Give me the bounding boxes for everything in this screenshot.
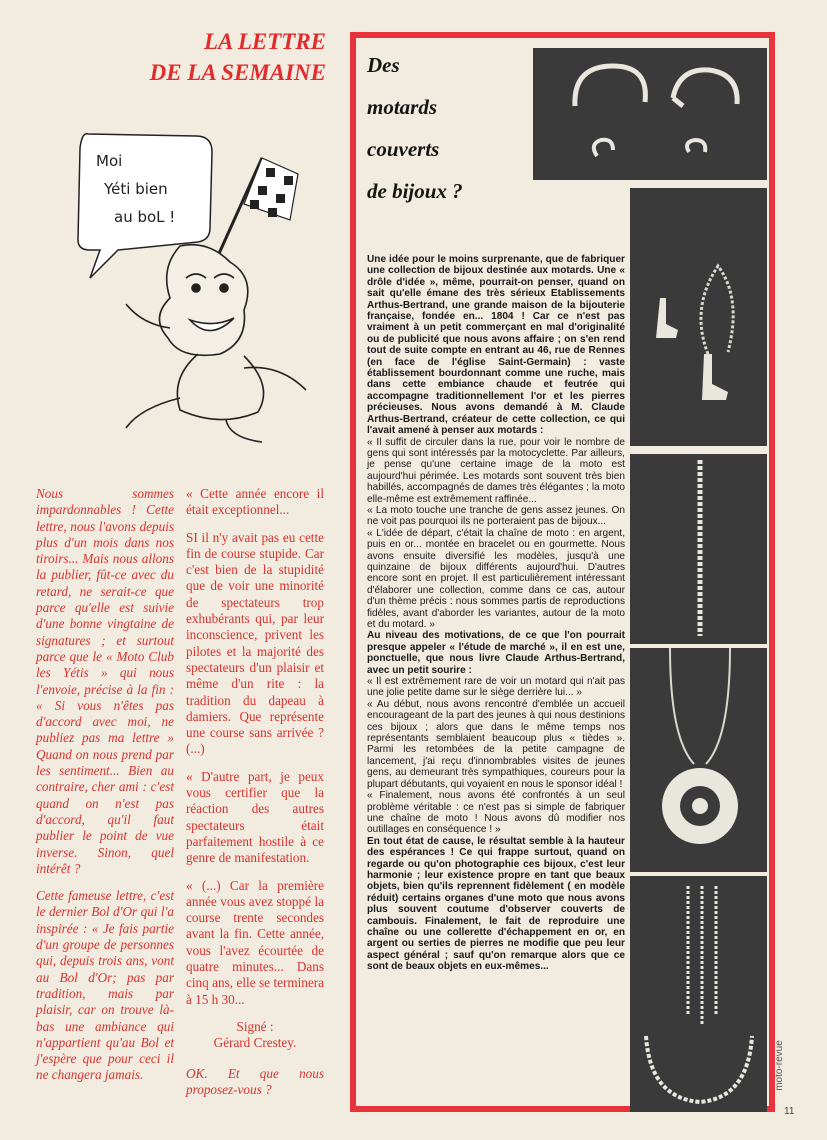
- letter-section-title: [110, 26, 326, 88]
- article-paragraph-1: Une idée pour le moins surprenante, que de fabriquer une collection de bijoux destinée aux motards. Une « drôle d'idée », même, pourrait-on penser, quand on sait qu'elle émane des très sérieux Etablissements Arthus-Bertrand, une grande maison de la bijouterie française, fondée en... 1804 ! Car ce n'est pas vraiment à un petit commerçant en mal d'originalité ou de publicité que nous avons affaire ; on s'en rend tout de suite compte en entrant au 46, rue de Rennes (en face de l'église Saint-Germain) : vaste établissement bourdonnant comme une ruche, mais dans cette embiance chaude et feutrée qui accompagne traditionnellement l'or et les pierres précieuses. Nous avons demandé à M. Claude Arthus-Bertrand, créateur de cette collection, ce qui l'avait amené à penser aux motards :: [367, 254, 625, 437]
- letter-title-line-2: DE LA SEMAINE: [149, 60, 326, 85]
- letter-column-2: [186, 486, 324, 1109]
- article-paragraph-7: « Au début, nous avons rencontré d'emblée un accueil encourageant de la part des jeunes à qui nous destinions ces bijoux ; alors que dans le même temps nos représentants semblaient beaucoup plus « tièdes ». Parmi les retombées de la petite campagne de lancement, j'ai reçu d'innombrables visites de jeunes gens, au demeurant très sympathiques, coureurs pour la plupart débutants, qui voyaient en nous le sponsor idéal !: [367, 698, 625, 790]
- letter-paragraph-4: « (...) Car la première année vous avez stoppé la course trente secondes avant la fin. Cette année, vous l'avez écourtée de quatre minutes... Dans cinq ans, elle se terminera à 15 h 30...: [186, 877, 324, 1007]
- letter-quote-start: Cette fameuse lettre, c'est le dernier Bol d'Or qui l'a inspirée : « Je fais partie d'un groupe de personnes qui, depuis trois ans, vont au Bol d'Or; pas par tradition, mais par plaisir, car on trouve là-bas une ambiance qui n'appartient qu'au Bol et j'espère que pour ceci il ne changera jamais.: [36, 888, 174, 1083]
- bubble-line-2: Yéti bien: [104, 180, 168, 198]
- letter-intro: Nous sommes impardonnables ! Cette lettre, nous l'avons depuis plus d'un mois dans nos tiroirs... Mais nous allons la publier, fût-ce avec du retard, ne serait-ce que parce qu'elle est suivie d'une bonne vingtaine de signatures ; et surtout parce que le « Moto Club les Yétis » qui nous l'envoie, précise à la fin : « Si vous n'êtes pas d'accord avec moi, ne publiez pas ma lettre » Quand on nous prend par les sentiment... Bien au contraire, cher ami : c'est quand on n'est pas d'accord, qu'il faut publier le point de vue inverse. Sinon, quel intérêt ?: [36, 486, 174, 876]
- article-title-line-4: de bijoux ?: [367, 179, 463, 203]
- letter-paragraph-3: « D'autre part, je peux vous certifier que la réaction des autres spectateurs était parfaitement hostile à ce genre de manifestation.: [186, 768, 324, 866]
- signed-label: Signé :: [236, 1018, 274, 1034]
- article-paragraph-9: En tout état de cause, le résultat semble à la hauteur des espérances ! Ce qui frappe surtout, quand on regarde ou qu'on photographie ces bijoux, c'est leur harmonie ; leur existence propre en tant que beaux objets, bien qu'ils reprennent fidèlement ( en modèle réduit) certains organes d'une moto que nous avons plus souvent coutume d'observer couverts de cambouis. Finalement, le fait de reproduire une chaîne ou une collerette d'échappement en or, en argent ou serties de pierres ne modifie que peu leur aspect général ; sauf qu'on remarque alors que ce sont de beaux objets en eux-mêmes...: [367, 835, 625, 973]
- letter-title-line-1: LA LETTRE: [203, 29, 326, 54]
- photo-bangles: [533, 48, 767, 180]
- article-title: [367, 44, 517, 212]
- bubble-line-1: Moi: [96, 152, 123, 170]
- letter-paragraph-2: SI il n'y avait pas eu cette fin de course stupide. Car c'est bien de la stupidité que de voir une minorité de spectateurs trop exhubérants qui, par leur inconscience, privent les pilotes et la majorité des spectateurs d'un plaisir et même d'un rite : la tradition du dapeau à damiers. Que représente une course sans arrivée ? (...): [186, 529, 324, 757]
- magazine-name: moto-revue: [773, 1040, 785, 1091]
- article-body: [367, 254, 727, 973]
- magazine-name-vertical: [773, 1030, 802, 1106]
- article-title-line-2: motards: [367, 95, 438, 119]
- article-paragraph-5: Au niveau des motivations, de ce que l'on pourrait presque appeler « l'étude de marché », il en est une, ponctuelle, que nous livre Claude Arthus-Bertrand, avec un petit sourire :: [367, 630, 625, 676]
- article-title-line-1: Des: [367, 53, 400, 77]
- page-number: 11: [784, 1106, 795, 1117]
- editor-reply: OK. Et que nous proposez-vous ?: [186, 1065, 324, 1097]
- article-paragraph-3: « La moto touche une tranche de gens assez jeunes. On ne voit pas pourquoi ils ne porteraient pas de bijoux...: [367, 504, 625, 528]
- bubble-line-3: au boL !: [114, 208, 176, 226]
- letter-column-1: [36, 486, 174, 1095]
- article-paragraph-8: « Finalement, nous avons été confrontés à un seul problème véritable : ce n'est pas si simple de fabriquer une chaîne de moto ! Nous avons dû modifier nos outillages en conséquence ! »: [367, 790, 625, 836]
- article-paragraph-2: « Il suffit de circuler dans la rue, pour voir le nombre de gens qui sont intéressés par la motocyclette. Par ailleurs, je pense qu'une certaine image de la moto est aujourd'hui périmée. Les motards sont souvent très bien habillés, accompagnés de dames très élégantes ; la moto elle-même est extrêmement raffinée...: [367, 436, 625, 505]
- letter-paragraph-1: « Cette année encore il était exceptionnel...: [186, 486, 324, 518]
- article-paragraph-6: « Il est extrêmement rare de voir un motard qui n'ait pas une jolie petite dame sur le siège derrière lui... »: [367, 676, 625, 699]
- yeti-cartoon-illustration: [30, 128, 326, 448]
- signed-name: Gérard Crestey.: [213, 1035, 297, 1051]
- bangles-photo-icon: [533, 48, 767, 180]
- article-paragraph-4: « L'idée de départ, c'était la chaîne de moto : en argent, puis en or... montée en bracelet ou en gourmette. Nous avons ensuite diversifié les modèles, jusqu'à une quinzaine de bijoux différents aujourd'hui. D'autres encore sont en projet. Il est particulièrement intéressant d'élaborer une collection, comme dans ce cas, autour d'un thème précis : nous sommes partis de reproductions fidèles, avant d'aborder les variantes, autour de la moto et du motard. »: [367, 527, 625, 630]
- article-title-line-3: couverts: [367, 137, 440, 161]
- yeti-figure: [126, 245, 306, 442]
